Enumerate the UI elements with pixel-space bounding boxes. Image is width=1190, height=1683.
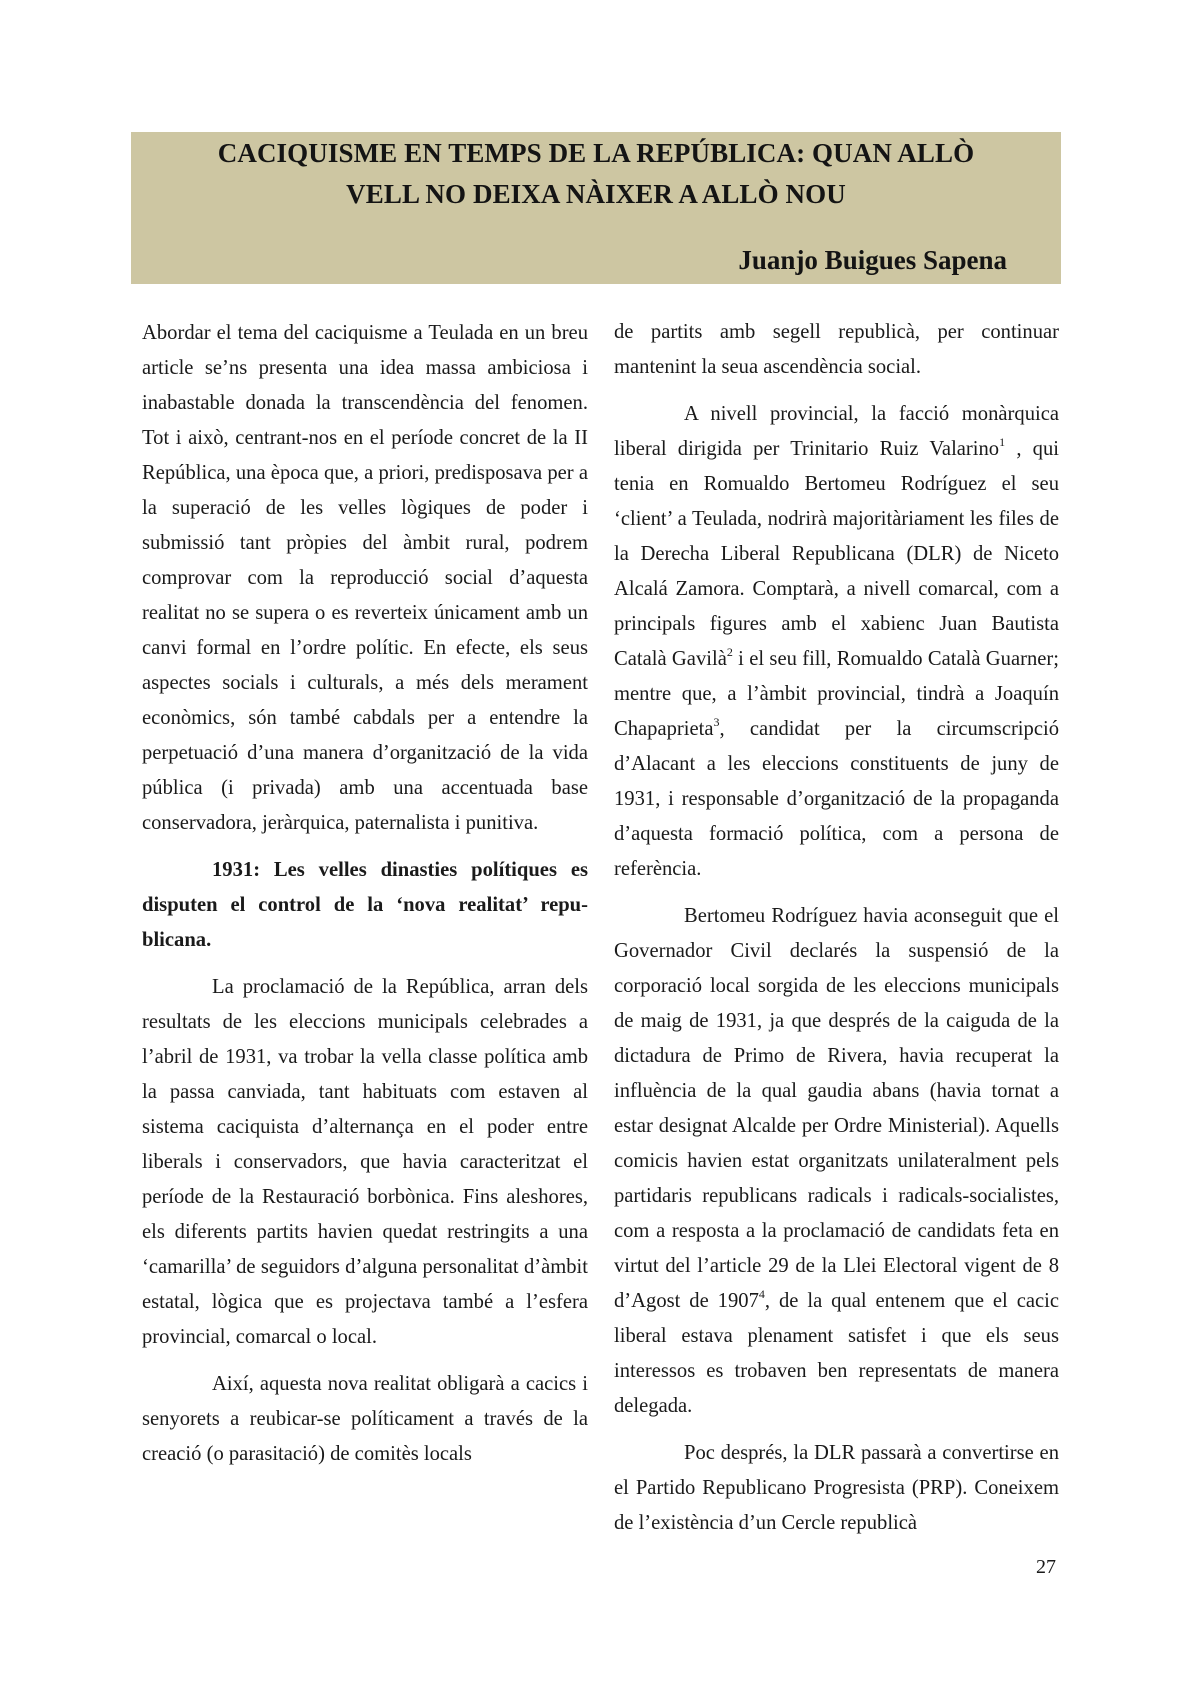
text-segment: , qui tenia en Romualdo Bertomeu Rodríguez el seu ‘client’ a Teulada, nodrirà majoritàriament les files de la Derecha Liberal Republicana (DLR) de Niceto Alcalá Zamora. Comptarà, a nivell comarcal, com a principals figures amb el xabienc Juan Bautista Català Gavilà — [614, 438, 1059, 670]
paragraph-proclamation: La proclamació de la República, arran dels resultats de les eleccions municipals celebrades a l’abril de 1931, va trobar la vella classe política amb la passa canviada, tant habituats com estaven al sistema caciquista d’alternança en el poder entre liberals i conservadors, que havia caracteritzat el període de la Restauració borbònica. Fins aleshores, els diferents partits havien quedat restringits a una ‘camarilla’ de seguidors d’alguna personalitat d’àmbit estatal, lògica que es projectava també a l’esfera provincial, comarcal o local. — [142, 976, 588, 1348]
footnote-ref-4: 4 — [758, 1287, 765, 1301]
text-segment: , de la qual entenem que el cacic liberal estava plenament satisfet i que els seus interessos es trobaven ben representats de manera delegada. — [614, 1290, 1060, 1417]
section-heading: 1931: Les velles dinasties polítiques es disputen el control de la ‘nova realitat’ republicana. — [142, 859, 588, 951]
page-number: 27 — [1036, 1556, 1056, 1578]
author-name: Juanjo Buigues Sapena — [738, 245, 1007, 275]
footnote-ref-3: 3 — [713, 715, 720, 729]
article-title-line-2: VELL NO DEIXA NÀIXER A ALLÒ NOU — [346, 179, 846, 209]
title-banner — [131, 132, 1061, 284]
article-title-line-1: CACIQUISME EN TEMPS DE LA REPÚBLICA: QUAN ALLÒ — [217, 138, 975, 168]
paragraph-new-reality: Així, aquesta nova realitat obligarà a cacics i senyorets a reubicar-se políticament a través de la creació (o parasitació) de comitès locals — [142, 1373, 588, 1465]
footnote-ref-2: 2 — [726, 645, 733, 659]
text-segment: , candidat per la circumscripció d’Alacant a les eleccions constituents de juny de 1931, i responsable d’organització de la propaganda d’aquesta formació política, com a persona de referència. — [614, 718, 1059, 880]
right-column — [614, 316, 1059, 1553]
footnote-ref-1: 1 — [999, 435, 1006, 449]
paragraph-intro: Abordar el tema del caciquisme a Teulada en un breu article se’ns presenta una idea massa ambiciosa i inabastable donada la transcendència del fenomen. Tot i això, centrant-nos en el període concret de la II República, una època que, a priori, predisposava per a la superació de les velles lògiques de poder i submissió tant pròpies del àmbit rural, podrem comprovar com la reproducció social d’aquesta realitat no se supera o es reverteix únicament amb un canvi formal en l’ordre polític. En efecte, els seus aspectes socials i culturals, a més dels merament econòmics, són també cabdals per a entendre la perpetuació d’una manera d’organització de la vida pública (i privada) amb una accentuada base conservadora, jeràrquica, paternalista i punitiva. — [142, 322, 588, 834]
text-segment: i el seu fill, Romualdo Català Guarner; mentre que, a l’àmbit provincial, tindrà a Joaquín Chapaprieta — [614, 648, 1059, 740]
paragraph-provincial — [614, 397, 1059, 887]
left-column — [142, 316, 588, 1484]
text-segment: A nivell provincial, la facció monàrquica liberal dirigida per Trinitario Ruiz Valarino — [614, 403, 1059, 460]
paragraph-continuation: de partits amb segell republicà, per continuar mantenint la seua ascendència social. — [614, 321, 1059, 378]
paragraph-dlr: Poc després, la DLR passarà a convertirse en el Partido Republicano Progresista (PRP). Coneixem de l’existència d’un Cercle republicà — [614, 1442, 1059, 1534]
text-segment: Bertomeu Rodríguez havia aconseguit que el Governador Civil declarés la suspensió de la corporació local sorgida de les eleccions municipals de maig de 1931, ja que després de la caiguda de la dictadura de Primo de Rivera, havia recuperat la influència de la qual gaudia abans (havia tornat a estar designat Alcalde per Ordre Ministerial). Aquells comicis havien estat organitzats unilateralment pels partidaris republicans radicals i radicals-socialistes, com a resposta a la proclamació de candidats feta en virtut del l’article 29 de la Llei Electoral vigent de 8 d’Agost de 1907 — [614, 905, 1059, 1312]
paragraph-bertomeu — [614, 899, 1059, 1424]
